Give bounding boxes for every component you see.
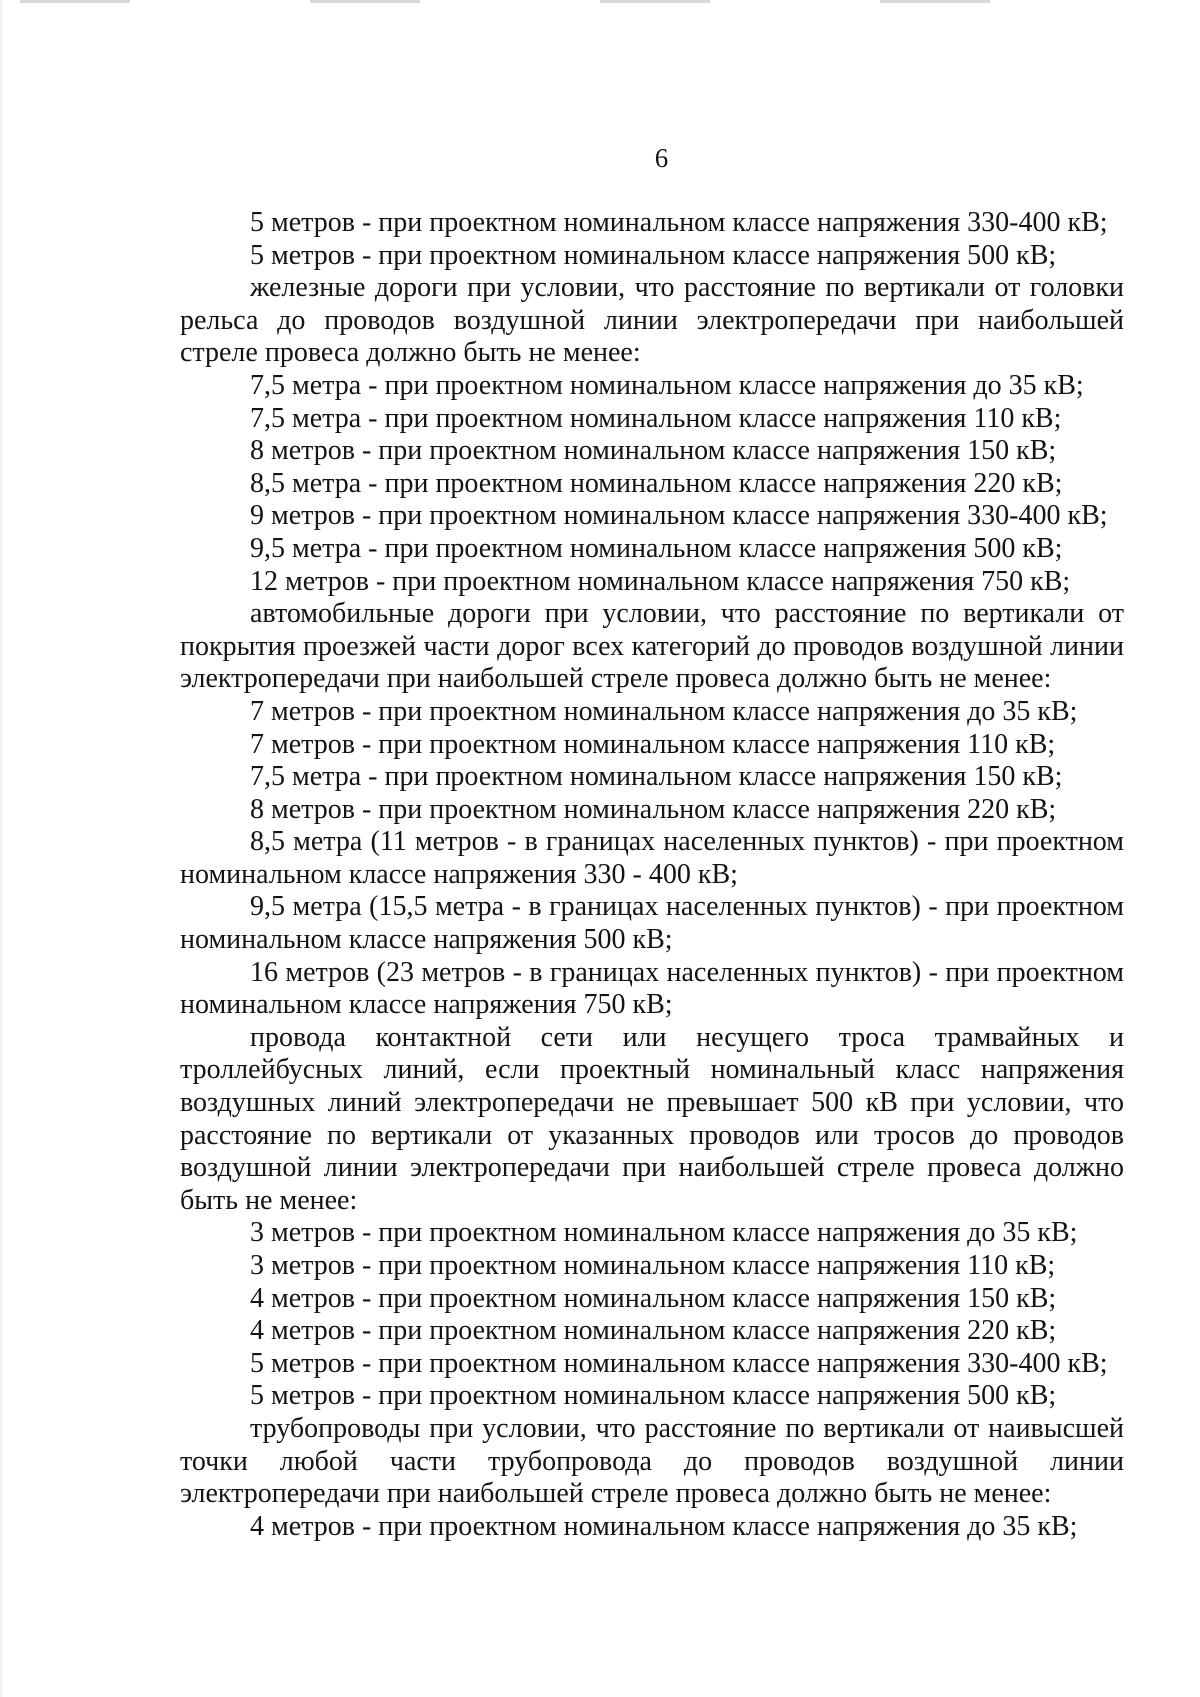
scan-artifact (880, 0, 990, 3)
list-item: 5 метров - при проектном номинальном классе напряжения 500 кВ; (250, 239, 1057, 271)
scan-artifact (20, 0, 130, 3)
list-item: 7,5 метра - при проектном номинальном классе напряжения 110 кВ; (250, 402, 1062, 434)
list-item: 3 метров - при проектном номинальном классе напряжения до 35 кВ; (250, 1217, 1078, 1249)
list-item: 16 метров (23 метров - в границах населенных пунктов) - при проектном номинальном классе напряжения 750 кВ; (180, 956, 1124, 1021)
list-item: 8,5 метра (11 метров - в границах населенных пунктов) - при проектном номинальном классе напряжения 330 - 400 кВ; (180, 826, 1124, 890)
list-item: 7 метров - при проектном номинальном классе напряжения 110 кВ; (250, 728, 1056, 760)
list-item: 8,5 метра - при проектном номинальном классе напряжения 220 кВ; (250, 467, 1063, 499)
list-item: 12 метров - при проектном номинальном классе напряжения 750 кВ; (250, 565, 1071, 597)
list-item: 9,5 метра (15,5 метра - в границах населенных пунктов) - при проектном номинальном классе напряжения 500 кВ; (180, 891, 1124, 956)
list-item: 8 метров - при проектном номинальном классе напряжения 220 кВ; (250, 793, 1057, 825)
list-item: 5 метров - при проектном номинальном классе напряжения 330-400 кВ; (250, 1347, 1108, 1379)
list-item: 9,5 метра - при проектном номинальном классе напряжения 500 кВ; (250, 532, 1063, 564)
list-item: 8 метров - при проектном номинальном классе напряжения 150 кВ; (250, 435, 1057, 467)
list-item: 5 метров - при проектном номинальном классе напряжения 500 кВ; (250, 1380, 1057, 1412)
paragraph: трубопроводы при условии, что расстояние по вертикали от наивысшей точки любой части трубопровода до проводов воздушной линии электропередачи при наибольшей стреле провеса должно быть не менее: (180, 1412, 1124, 1510)
scan-artifact (310, 0, 420, 3)
page-number: 6 (654, 143, 669, 173)
paragraph: железные дороги при условии, что расстояние по вертикали от головки рельса до проводов воздушной линии электропередачи при наибольшей стреле провеса должно быть не менее: (180, 272, 1124, 369)
list-item: 7,5 метра - при проектном номинальном классе напряжения до 35 кВ; (250, 369, 1084, 401)
list-item: 7 метров - при проектном номинальном классе напряжения до 35 кВ; (250, 695, 1078, 727)
paragraph: автомобильные дороги при условии, что расстояние по вертикали от покрытия проезжей части дорог всех категорий до проводов воздушной линии электропередачи при наибольшей стреле провеса должно быть не менее: (180, 598, 1124, 695)
document-body (180, 207, 1124, 1543)
list-item: 4 метров - при проектном номинальном классе напряжения 150 кВ; (250, 1282, 1057, 1314)
list-item: 9 метров - при проектном номинальном классе напряжения 330-400 кВ; (250, 500, 1108, 532)
list-item: 4 метров - при проектном номинальном классе напряжения 220 кВ; (250, 1315, 1057, 1347)
scan-edge-shadow (0, 0, 4, 1697)
scan-artifact (600, 0, 710, 3)
paragraph: провода контактной сети или несущего троса трамвайных и троллейбусных линий, если проектный номинальный класс напряжения воздушных линий электропередачи не превышает 500 кВ при условии, что расстояние по вертикали от указанных проводов или тросов до проводов воздушной линии электропередачи при наибольшей стреле провеса должно быть не менее: (180, 1021, 1124, 1216)
list-item: 7,5 метра - при проектном номинальном классе напряжения 150 кВ; (250, 761, 1063, 793)
list-item: 4 метров - при проектном номинальном классе напряжения до 35 кВ; (250, 1510, 1078, 1542)
list-item: 5 метров - при проектном номинальном классе напряжения 330-400 кВ; (250, 207, 1108, 238)
list-item: 3 метров - при проектном номинальном классе напряжения 110 кВ; (250, 1250, 1056, 1281)
